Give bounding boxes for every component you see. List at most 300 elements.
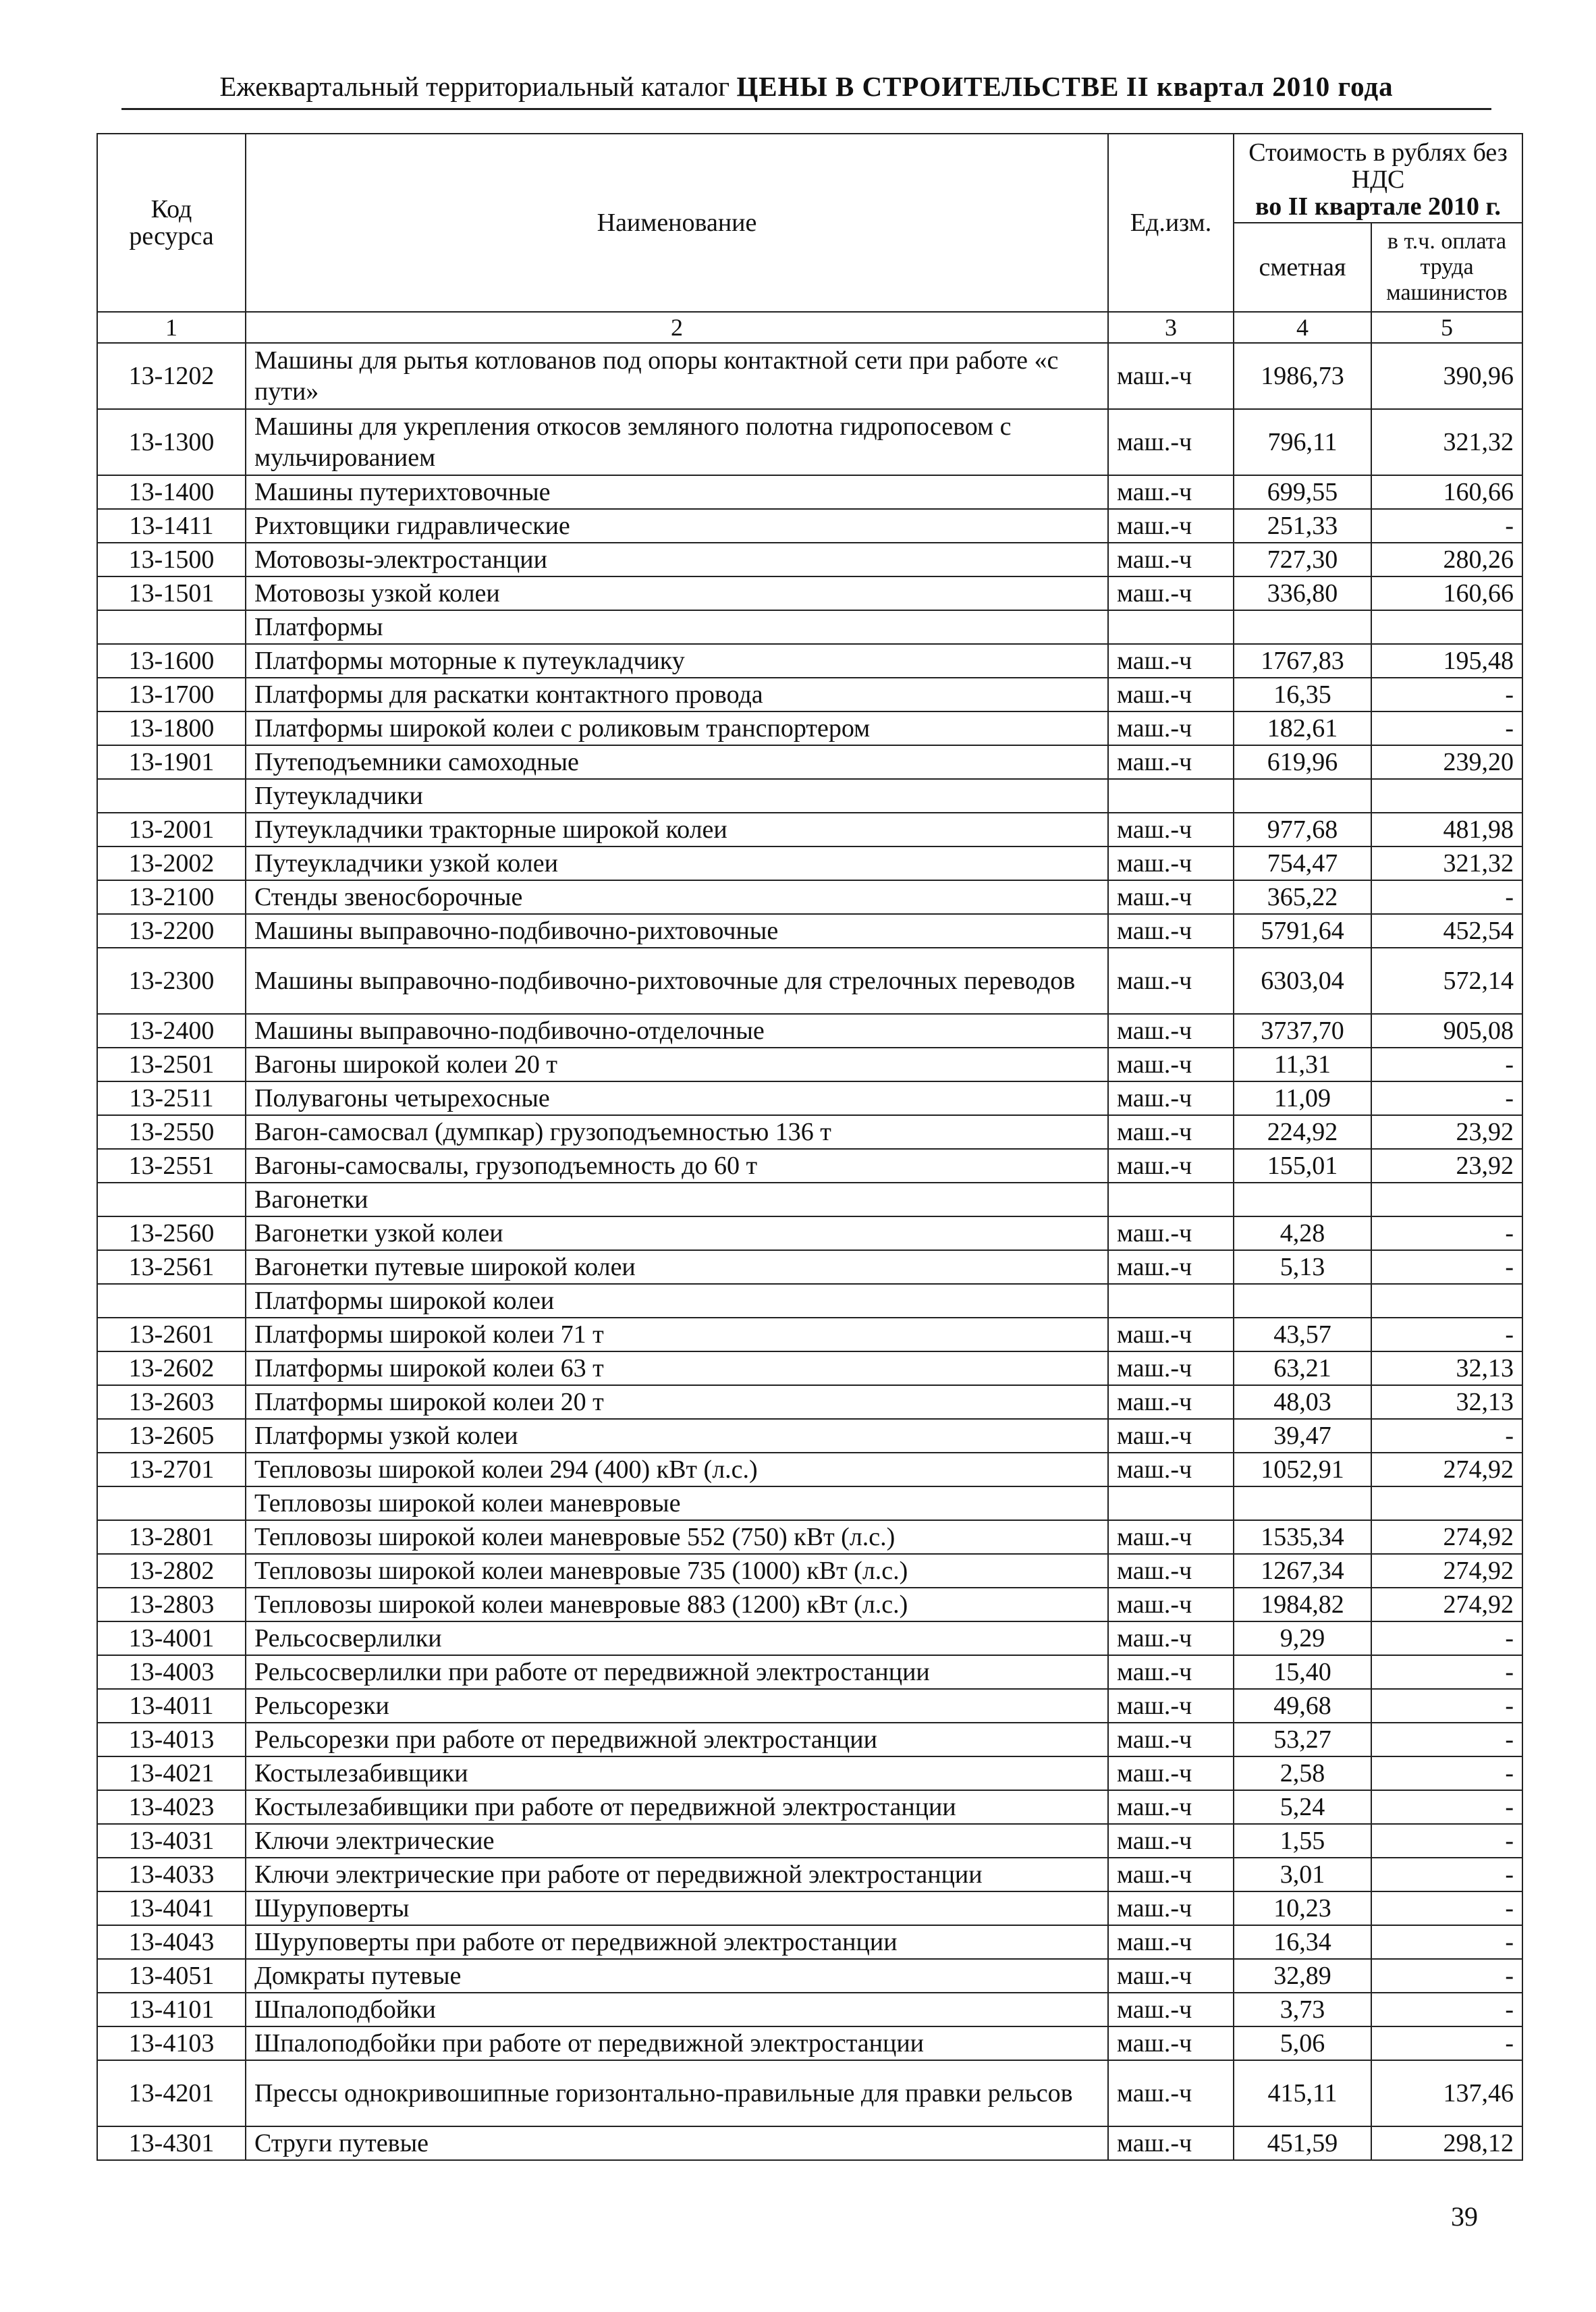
operator-labor-cost: 321,32 [1371,846,1522,880]
table-row [97,1250,1522,1284]
resource-code: 13-1800 [97,711,246,745]
resource-code: 13-4201 [97,2060,246,2126]
header-unit: Ед.изм. [1108,134,1234,312]
resource-name: Ключи электрические при работе от передвижной электростанции [246,1858,1108,1891]
resource-code: 13-1411 [97,509,246,543]
operator-labor-cost: 321,32 [1371,409,1522,475]
unit-of-measure: маш.-ч [1108,1351,1234,1385]
operator-labor-cost: - [1371,1858,1522,1891]
resource-code: 13-1501 [97,576,246,610]
estimate-cost: 3,73 [1234,1993,1371,2026]
unit-of-measure [1108,1486,1234,1520]
table-row [97,1216,1522,1250]
resource-name: Платформы широкой колеи 20 т [246,1385,1108,1419]
resource-code: 13-1600 [97,644,246,678]
resource-name: Путеукладчики [246,779,1108,813]
unit-of-measure: маш.-ч [1108,2126,1234,2160]
resource-name: Струги путевые [246,2126,1108,2160]
resource-name: Платформы моторные к путеукладчику [246,644,1108,678]
unit-of-measure [1108,1284,1234,1318]
resource-name: Мотовозы узкой колеи [246,576,1108,610]
resource-code: 13-4013 [97,1723,246,1756]
estimate-cost: 1535,34 [1234,1520,1371,1554]
estimate-cost: 53,27 [1234,1723,1371,1756]
unit-of-measure: маш.-ч [1108,644,1234,678]
operator-labor-cost: - [1371,1081,1522,1115]
table-row [97,1115,1522,1149]
estimate-cost: 5,24 [1234,1790,1371,1824]
table-row [97,1858,1522,1891]
unit-of-measure: маш.-ч [1108,2026,1234,2060]
unit-of-measure: маш.-ч [1108,1250,1234,1284]
resource-code: 13-2501 [97,1048,246,1081]
estimate-cost: 11,09 [1234,1081,1371,1115]
table-header-row-1 [97,134,1522,223]
resource-code: 13-4023 [97,1790,246,1824]
unit-of-measure: маш.-ч [1108,1149,1234,1183]
operator-labor-cost [1371,610,1522,644]
resource-code: 13-4041 [97,1891,246,1925]
resource-name: Вагонетки путевые широкой колеи [246,1250,1108,1284]
operator-labor-cost: 239,20 [1371,745,1522,779]
table-row [97,576,1522,610]
table-row [97,1554,1522,1588]
resource-name: Рельсорезки при работе от передвижной электростанции [246,1723,1108,1756]
unit-of-measure: маш.-ч [1108,678,1234,711]
resource-name: Тепловозы широкой колеи маневровые [246,1486,1108,1520]
resource-name: Платформы широкой колеи 63 т [246,1351,1108,1385]
table-row [97,1351,1522,1385]
resource-name: Мотовозы-электростанции [246,543,1108,576]
operator-labor-cost [1371,779,1522,813]
estimate-cost: 5,13 [1234,1250,1371,1284]
estimate-cost: 10,23 [1234,1891,1371,1925]
table-row [97,1419,1522,1453]
estimate-cost: 6303,04 [1234,948,1371,1014]
table-group-row [97,779,1522,813]
resource-name: Тепловозы широкой колеи маневровые 883 (1200) кВт (л.с.) [246,1588,1108,1621]
unit-of-measure: маш.-ч [1108,745,1234,779]
resource-code: 13-2601 [97,1318,246,1351]
table-row [97,1081,1522,1115]
resource-name: Тепловозы широкой колеи маневровые 552 (750) кВт (л.с.) [246,1520,1108,1554]
resource-name: Ключи электрические [246,1824,1108,1858]
resource-code: 13-2511 [97,1081,246,1115]
unit-of-measure: маш.-ч [1108,1993,1234,2026]
operator-labor-cost: 280,26 [1371,543,1522,576]
operator-labor-cost: 23,92 [1371,1149,1522,1183]
unit-of-measure: маш.-ч [1108,1318,1234,1351]
resource-code: 13-4003 [97,1655,246,1689]
unit-of-measure: маш.-ч [1108,1419,1234,1453]
resource-name: Шуруповерты [246,1891,1108,1925]
table-row [97,1790,1522,1824]
resource-code: 13-2550 [97,1115,246,1149]
operator-labor-cost [1371,1284,1522,1318]
resource-name: Путеукладчики тракторные широкой колеи [246,813,1108,846]
estimate-cost: 11,31 [1234,1048,1371,1081]
estimate-cost: 619,96 [1234,745,1371,779]
operator-labor-cost: 32,13 [1371,1385,1522,1419]
resource-name: Домкраты путевые [246,1959,1108,1993]
resource-name: Вагоны широкой колеи 20 т [246,1048,1108,1081]
table-row [97,1723,1522,1756]
resource-code: 13-2603 [97,1385,246,1419]
resource-code: 13-4301 [97,2126,246,2160]
unit-of-measure [1108,779,1234,813]
estimate-cost: 727,30 [1234,543,1371,576]
operator-labor-cost: - [1371,1216,1522,1250]
table-row [97,745,1522,779]
operator-labor-cost: - [1371,1048,1522,1081]
estimate-cost: 5,06 [1234,2026,1371,2060]
column-number: 3 [1108,312,1234,343]
resource-name: Тепловозы широкой колеи маневровые 735 (1000) кВт (л.с.) [246,1554,1108,1588]
resource-name: Вагон-самосвал (думпкар) грузоподъемностью 136 т [246,1115,1108,1149]
table-row [97,914,1522,948]
estimate-cost: 977,68 [1234,813,1371,846]
resource-code: 13-4033 [97,1858,246,1891]
resource-name: Шуруповерты при работе от передвижной электростанции [246,1925,1108,1959]
resource-name: Машины выправочно-подбивочно-рихтовочные [246,914,1108,948]
table-row [97,1655,1522,1689]
header-cost-label: Стоимость в рублях без НДС [1248,138,1508,194]
operator-labor-cost: - [1371,1419,1522,1453]
unit-of-measure: маш.-ч [1108,1689,1234,1723]
estimate-cost: 16,34 [1234,1925,1371,1959]
resource-code: 13-1202 [97,343,246,409]
estimate-cost: 1267,34 [1234,1554,1371,1588]
resource-name: Машины выправочно-подбивочно-отделочные [246,1014,1108,1048]
estimate-cost: 3737,70 [1234,1014,1371,1048]
table-row [97,1048,1522,1081]
page-number: 39 [1451,2201,1478,2232]
unit-of-measure: маш.-ч [1108,543,1234,576]
resource-code: 13-4043 [97,1925,246,1959]
unit-of-measure: маш.-ч [1108,1081,1234,1115]
header-catalog-title: ЦЕНЫ В СТРОИТЕЛЬСТВЕ [736,71,1120,102]
header-period: II квартал 2010 года [1126,71,1394,102]
resource-name: Платформы широкой колеи [246,1284,1108,1318]
column-number: 4 [1234,312,1371,343]
estimate-cost: 336,80 [1234,576,1371,610]
unit-of-measure: маш.-ч [1108,1925,1234,1959]
estimate-cost: 16,35 [1234,678,1371,711]
resource-code: 13-2602 [97,1351,246,1385]
table-row [97,1891,1522,1925]
operator-labor-cost: - [1371,1925,1522,1959]
operator-labor-cost: - [1371,711,1522,745]
resource-name: Платформы [246,610,1108,644]
unit-of-measure: маш.-ч [1108,813,1234,846]
operator-labor-cost: - [1371,880,1522,914]
unit-of-measure: маш.-ч [1108,1723,1234,1756]
operator-labor-cost: 572,14 [1371,948,1522,1014]
operator-labor-cost: 452,54 [1371,914,1522,948]
unit-of-measure: маш.-ч [1108,1048,1234,1081]
operator-labor-cost: 32,13 [1371,1351,1522,1385]
column-number-row [97,312,1522,343]
operator-labor-cost: - [1371,1790,1522,1824]
table-row [97,409,1522,475]
table-group-row [97,1284,1522,1318]
unit-of-measure: маш.-ч [1108,880,1234,914]
unit-of-measure: маш.-ч [1108,1756,1234,1790]
estimate-cost: 251,33 [1234,509,1371,543]
estimate-cost [1234,779,1371,813]
resource-code: 13-2001 [97,813,246,846]
price-table [97,133,1523,2161]
unit-of-measure: маш.-ч [1108,1621,1234,1655]
resource-code: 13-4101 [97,1993,246,2026]
operator-labor-cost: 481,98 [1371,813,1522,846]
header-cost-group [1234,134,1522,223]
resource-code [97,610,246,644]
header-labor: в т.ч. оплата труда машинистов [1371,223,1522,312]
estimate-cost: 2,58 [1234,1756,1371,1790]
resource-name: Рельсосверлилки при работе от передвижной электростанции [246,1655,1108,1689]
resource-code: 13-2560 [97,1216,246,1250]
operator-labor-cost: 390,96 [1371,343,1522,409]
page-header [121,68,1491,105]
unit-of-measure: маш.-ч [1108,914,1234,948]
operator-labor-cost: - [1371,1250,1522,1284]
unit-of-measure: маш.-ч [1108,1858,1234,1891]
resource-code [97,1183,246,1216]
column-number: 1 [97,312,246,343]
unit-of-measure: маш.-ч [1108,509,1234,543]
unit-of-measure: маш.-ч [1108,1588,1234,1621]
estimate-cost: 365,22 [1234,880,1371,914]
table-row [97,2126,1522,2160]
table-row [97,1318,1522,1351]
resource-code: 13-2400 [97,1014,246,1048]
resource-name: Шпалоподбойки при работе от передвижной электростанции [246,2026,1108,2060]
resource-name: Платформы широкой колеи с роликовым транспортером [246,711,1108,745]
resource-code [97,1284,246,1318]
table-row [97,475,1522,509]
unit-of-measure: маш.-ч [1108,2060,1234,2126]
resource-code [97,1486,246,1520]
operator-labor-cost: 274,92 [1371,1520,1522,1554]
header-estimate: сметная [1234,223,1371,312]
unit-of-measure: маш.-ч [1108,711,1234,745]
resource-name: Машины для укрепления откосов земляного полотна гидропосевом с мульчированием [246,409,1108,475]
resource-name: Шпалоподбойки [246,1993,1108,2026]
table-row [97,813,1522,846]
operator-labor-cost [1371,1486,1522,1520]
operator-labor-cost: - [1371,1959,1522,1993]
resource-name: Платформы широкой колеи 71 т [246,1318,1108,1351]
estimate-cost: 1986,73 [1234,343,1371,409]
resource-name: Рельсосверлилки [246,1621,1108,1655]
table-row [97,1824,1522,1858]
estimate-cost: 39,47 [1234,1419,1371,1453]
operator-labor-cost: 137,46 [1371,2060,1522,2126]
operator-labor-cost: - [1371,1891,1522,1925]
estimate-cost: 15,40 [1234,1655,1371,1689]
table-row [97,1993,1522,2026]
resource-code: 13-2701 [97,1453,246,1486]
resource-code: 13-2100 [97,880,246,914]
table-row [97,678,1522,711]
operator-labor-cost: - [1371,1621,1522,1655]
resource-code: 13-2551 [97,1149,246,1183]
resource-name: Прессы однокривошипные горизонтально-правильные для правки рельсов [246,2060,1108,2126]
unit-of-measure: маш.-ч [1108,1520,1234,1554]
header-code: Код ресурса [97,134,246,312]
estimate-cost: 1,55 [1234,1824,1371,1858]
resource-code: 13-2561 [97,1250,246,1284]
estimate-cost: 4,28 [1234,1216,1371,1250]
resource-code: 13-4103 [97,2026,246,2060]
table-row [97,1756,1522,1790]
operator-labor-cost: - [1371,1824,1522,1858]
resource-name: Путеукладчики узкой колеи [246,846,1108,880]
estimate-cost [1234,1284,1371,1318]
table-row [97,948,1522,1014]
unit-of-measure: маш.-ч [1108,1891,1234,1925]
resource-code [97,779,246,813]
operator-labor-cost: 274,92 [1371,1554,1522,1588]
resource-name: Вагонетки [246,1183,1108,1216]
table-row [97,543,1522,576]
unit-of-measure: маш.-ч [1108,1655,1234,1689]
table-row [97,846,1522,880]
resource-name: Полувагоны четырехосные [246,1081,1108,1115]
column-number: 2 [246,312,1108,343]
resource-name: Костылезабивщики [246,1756,1108,1790]
operator-labor-cost: - [1371,1723,1522,1756]
table-group-row [97,610,1522,644]
operator-labor-cost: - [1371,509,1522,543]
table-row [97,1959,1522,1993]
operator-labor-cost: - [1371,1655,1522,1689]
table-row [97,1385,1522,1419]
estimate-cost [1234,610,1371,644]
resource-code: 13-2802 [97,1554,246,1588]
resource-code: 13-2200 [97,914,246,948]
operator-labor-cost: - [1371,1756,1522,1790]
estimate-cost: 63,21 [1234,1351,1371,1385]
resource-name: Рихтовщики гидравлические [246,509,1108,543]
resource-name: Путеподъемники самоходные [246,745,1108,779]
estimate-cost: 1984,82 [1234,1588,1371,1621]
table-row [97,1621,1522,1655]
resource-code: 13-2300 [97,948,246,1014]
resource-code: 13-4001 [97,1621,246,1655]
unit-of-measure: маш.-ч [1108,1824,1234,1858]
resource-name: Машины выправочно-подбивочно-рихтовочные для стрелочных переводов [246,948,1108,1014]
estimate-cost: 49,68 [1234,1689,1371,1723]
operator-labor-cost: 23,92 [1371,1115,1522,1149]
resource-code: 13-4011 [97,1689,246,1723]
resource-name: Машины путерихтовочные [246,475,1108,509]
unit-of-measure: маш.-ч [1108,1385,1234,1419]
operator-labor-cost: 160,66 [1371,475,1522,509]
column-number: 5 [1371,312,1522,343]
estimate-cost: 9,29 [1234,1621,1371,1655]
operator-labor-cost: 195,48 [1371,644,1522,678]
resource-code: 13-1901 [97,745,246,779]
unit-of-measure: маш.-ч [1108,1790,1234,1824]
header-prefix: Ежеквартальный территориальный каталог [219,71,730,102]
operator-labor-cost: 905,08 [1371,1014,1522,1048]
header-period-label: во II квартале 2010 г. [1255,192,1502,221]
table-row [97,2026,1522,2060]
resource-name: Рельсорезки [246,1689,1108,1723]
header-divider [121,108,1491,110]
estimate-cost: 451,59 [1234,2126,1371,2160]
table-row [97,711,1522,745]
resource-code: 13-1300 [97,409,246,475]
estimate-cost: 796,11 [1234,409,1371,475]
operator-labor-cost: - [1371,2026,1522,2060]
estimate-cost [1234,1183,1371,1216]
operator-labor-cost: - [1371,678,1522,711]
unit-of-measure: маш.-ч [1108,1115,1234,1149]
estimate-cost: 48,03 [1234,1385,1371,1419]
unit-of-measure [1108,610,1234,644]
estimate-cost: 155,01 [1234,1149,1371,1183]
resource-code: 13-2803 [97,1588,246,1621]
table-group-row [97,1183,1522,1216]
table-row [97,343,1522,409]
estimate-cost: 415,11 [1234,2060,1371,2126]
operator-labor-cost: 298,12 [1371,2126,1522,2160]
operator-labor-cost: 160,66 [1371,576,1522,610]
table-row [97,509,1522,543]
unit-of-measure: маш.-ч [1108,1014,1234,1048]
resource-code: 13-4021 [97,1756,246,1790]
unit-of-measure: маш.-ч [1108,409,1234,475]
table-row [97,880,1522,914]
table-row [97,1453,1522,1486]
estimate-cost: 1767,83 [1234,644,1371,678]
resource-name: Платформы для раскатки контактного провода [246,678,1108,711]
unit-of-measure: маш.-ч [1108,475,1234,509]
estimate-cost: 1052,91 [1234,1453,1371,1486]
resource-name: Стенды звеносборочные [246,880,1108,914]
unit-of-measure: маш.-ч [1108,1216,1234,1250]
operator-labor-cost: - [1371,1993,1522,2026]
table-row [97,1520,1522,1554]
unit-of-measure: маш.-ч [1108,1959,1234,1993]
resource-code: 13-2801 [97,1520,246,1554]
table-row [97,1689,1522,1723]
resource-code: 13-1700 [97,678,246,711]
operator-labor-cost [1371,1183,1522,1216]
resource-code: 13-2605 [97,1419,246,1453]
resource-code: 13-4031 [97,1824,246,1858]
unit-of-measure: маш.-ч [1108,343,1234,409]
table-row [97,1588,1522,1621]
resource-name: Вагоны-самосвалы, грузоподъемность до 60 т [246,1149,1108,1183]
resource-code: 13-1500 [97,543,246,576]
resource-name: Машины для рытья котлованов под опоры контактной сети при работе «с пути» [246,343,1108,409]
table-row [97,1149,1522,1183]
unit-of-measure: маш.-ч [1108,948,1234,1014]
resource-name: Вагонетки узкой колеи [246,1216,1108,1250]
operator-labor-cost: 274,92 [1371,1588,1522,1621]
header-name: Наименование [246,134,1108,312]
estimate-cost: 43,57 [1234,1318,1371,1351]
operator-labor-cost: - [1371,1318,1522,1351]
resource-name: Тепловозы широкой колеи 294 (400) кВт (л.с.) [246,1453,1108,1486]
estimate-cost: 3,01 [1234,1858,1371,1891]
table-row [97,1014,1522,1048]
unit-of-measure: маш.-ч [1108,846,1234,880]
